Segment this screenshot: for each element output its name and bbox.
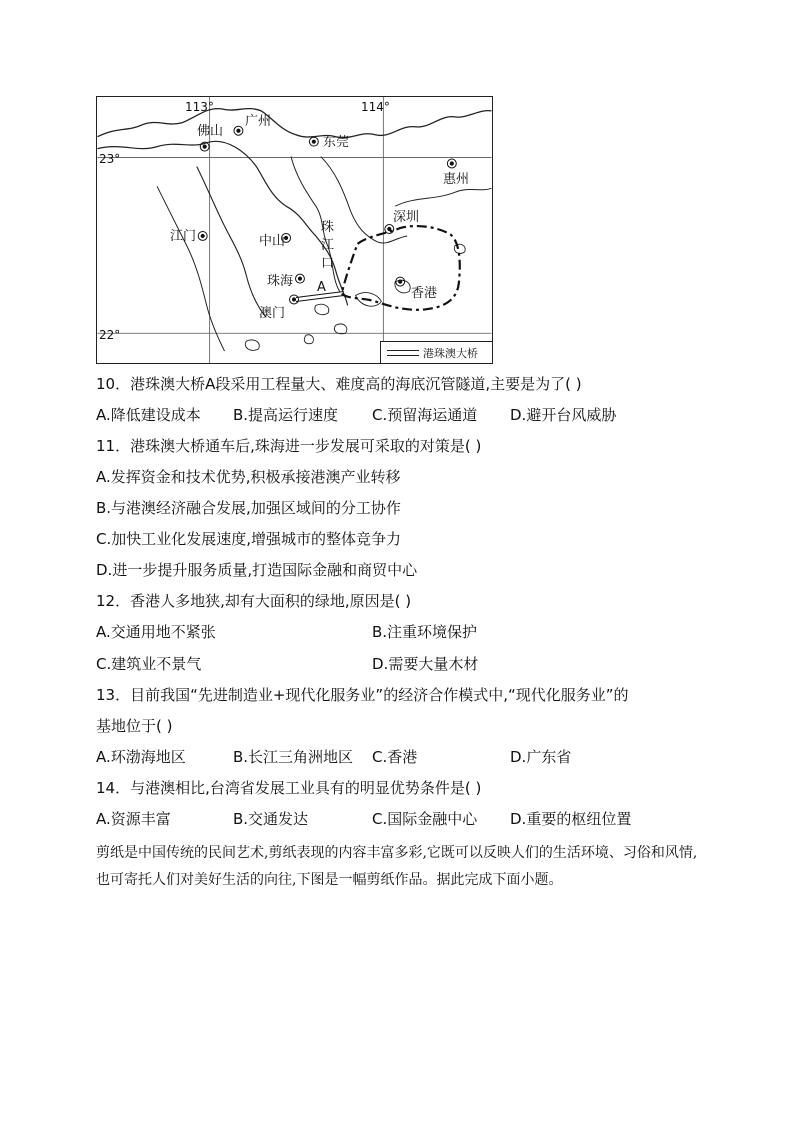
question-12-stem: 12．香港人多地狭,却有大面积的绿地,原因是( ) xyxy=(96,592,412,610)
question-13-stem-continued: 基地位于( ) xyxy=(96,717,173,735)
question-14-option-b: B.交通发达 xyxy=(233,810,309,828)
label-dongguan: 东莞 xyxy=(323,135,350,150)
question-11-option-a: A.发挥资金和技术优势,积极承接港澳产业转移 xyxy=(96,468,401,486)
label-huizhou: 惠州 xyxy=(443,172,470,187)
papercut-intro-paragraph: 剪纸是中国传统的民间艺术,剪纸表现的内容丰富多彩,它既可以反映人们的生活环境、习俗和风情,也可寄托人们对美好生活的向往,下图是一幅剪纸作品。据此完成下面小题。 xyxy=(96,845,698,888)
question-12-option-a: A.交通用地不紧张 xyxy=(96,623,216,641)
question-13-option-d: D.广东省 xyxy=(510,748,572,766)
island xyxy=(304,335,313,344)
island xyxy=(395,280,410,292)
island xyxy=(245,340,259,351)
question-11-stem: 11．港珠澳大桥通车后,珠海进一步发展可采取的对策是( ) xyxy=(96,437,482,455)
jiangmen-river xyxy=(157,186,224,351)
question-10-stem: 10．港珠澳大桥A段采用工程量大、难度高的海底沉管隧道,主要是为了( ) xyxy=(96,375,582,393)
island xyxy=(454,244,465,253)
lat-label-22: 22° xyxy=(99,328,121,342)
label-zhujiangkou-2: 江 xyxy=(321,238,335,253)
label-foshan: 佛山 xyxy=(197,124,224,139)
question-10-option-d: D.避开台风威胁 xyxy=(510,406,617,424)
question-12-option-c: C.建筑业不景气 xyxy=(96,655,202,673)
question-14-option-a: A.资源丰富 xyxy=(96,810,171,828)
label-jiangmen: 江门 xyxy=(170,229,197,244)
question-13-option-c: C.香港 xyxy=(372,748,418,766)
label-macau: 澳门 xyxy=(259,306,286,321)
island xyxy=(315,304,329,315)
west-river xyxy=(97,141,347,305)
legend-label: 港珠澳大桥 xyxy=(423,346,478,360)
question-13-stem: 13．目前我国“先进制造业+现代化服务业”的经济合作模式中,“现代化服务业”的 xyxy=(96,686,629,704)
question-10-option-c: C.预留海运通道 xyxy=(372,406,478,424)
question-10-option-b: B.提高运行速度 xyxy=(233,406,339,424)
lon-label-114: 114° xyxy=(361,100,390,114)
label-hongkong: 香港 xyxy=(411,286,438,301)
question-14-option-c: C.国际金融中心 xyxy=(372,810,478,828)
hong-kong-boundary xyxy=(342,226,460,310)
question-12-option-b: B.注重环境保护 xyxy=(372,623,478,641)
lat-label-23: 23° xyxy=(99,152,121,166)
label-zhongshan: 中山 xyxy=(259,234,286,249)
question-11-option-c: C.加快工业化发展速度,增强城市的整体竞争力 xyxy=(96,530,402,548)
question-13-option-b: B.长江三角洲地区 xyxy=(233,748,354,766)
west-channel xyxy=(197,166,266,317)
label-guangzhou: 广州 xyxy=(245,114,272,129)
question-13-option-a: A.环渤海地区 xyxy=(96,748,186,766)
map-legend xyxy=(380,341,492,363)
eastern-coast xyxy=(395,188,491,206)
question-11-option-d: D.进一步提升服务质量,打造国际金融和商贸中心 xyxy=(96,561,418,579)
label-shenzhen: 深圳 xyxy=(393,210,420,225)
question-14-option-d: D.重要的枢纽位置 xyxy=(510,810,632,828)
question-10-option-a: A.降低建设成本 xyxy=(96,406,201,424)
island xyxy=(334,324,346,334)
pearl-river-delta-map xyxy=(96,96,493,364)
label-segment-a: A xyxy=(317,280,326,295)
question-12-option-d: D.需要大量木材 xyxy=(372,655,479,673)
question-14-stem: 14．与港澳相比,台湾省发展工业具有的明显优势条件是( ) xyxy=(96,779,482,797)
label-zhujiangkou-1: 珠 xyxy=(321,220,335,235)
question-11-option-b: B.与港澳经济融合发展,加强区域间的分工协作 xyxy=(96,499,401,517)
legend-bridge-symbol xyxy=(387,350,419,356)
northern-river xyxy=(97,109,491,138)
map-drawing xyxy=(97,97,492,363)
label-zhujiangkou-3: 口 xyxy=(321,256,335,271)
lon-label-113: 113° xyxy=(185,100,214,114)
label-zhuhai: 珠海 xyxy=(267,274,294,289)
